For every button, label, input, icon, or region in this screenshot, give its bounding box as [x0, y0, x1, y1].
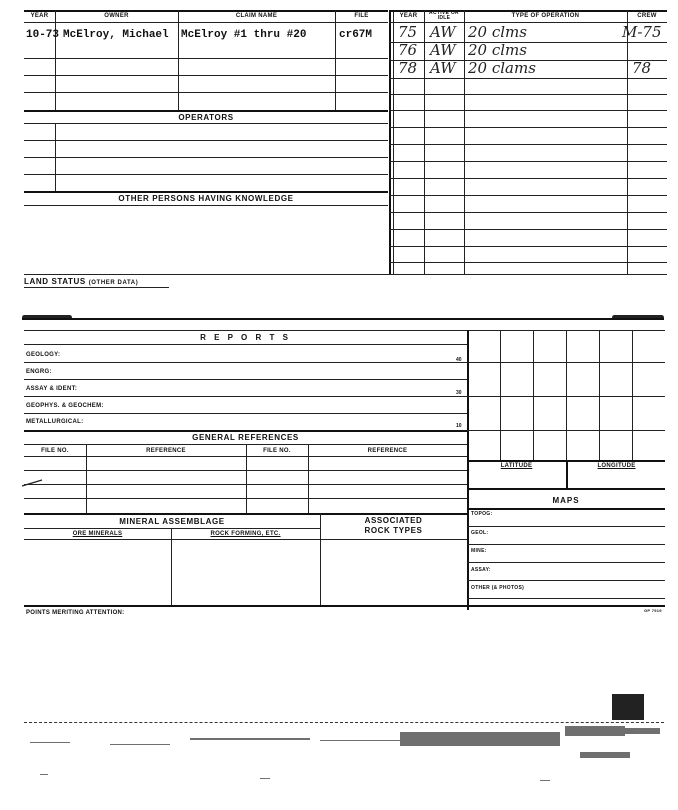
latitude-label: LATITUDE — [500, 463, 533, 469]
other-persons-title: OTHER PERSONS HAVING KNOWLEDGE — [118, 194, 294, 203]
activity-row3-crew: 78 — [632, 59, 652, 77]
activity-row1-type: 20 clms — [468, 23, 527, 41]
activity-row3-type: 20 clams — [468, 59, 536, 77]
pen-mark — [20, 478, 46, 488]
type-operation-header: TYPE OF OPERATION — [511, 13, 580, 19]
activity-row2-status: AW — [430, 41, 456, 59]
owner-row-file: cr67M — [339, 29, 373, 41]
ref-fileno2-header: FILE NO. — [263, 448, 291, 454]
rock-forming-header: ROCK FORMING, ETC. — [210, 531, 281, 537]
activity-row2-type: 20 clms — [468, 41, 527, 59]
activity-year-header: YEAR — [399, 13, 418, 19]
longitude-label: LONGITUDE — [597, 463, 636, 469]
report-metallurgical-num: 10 — [456, 423, 462, 429]
owner-row-claim: McElroy #1 thru #20 — [181, 29, 307, 41]
owner-year-header: YEAR — [30, 13, 49, 19]
activity-row2-year: 76 — [398, 41, 418, 59]
ref-reference2-header: REFERENCE — [367, 448, 408, 454]
active-idle-header: ACTIVE OR IDLE — [429, 10, 459, 21]
owner-row-owner: McElroy, Michael — [63, 29, 169, 41]
report-engrg: ENGRG: — [26, 369, 52, 375]
claim-name-header: CLAIM NAME — [235, 13, 278, 19]
activity-row1-year: 75 — [398, 23, 418, 41]
ref-reference-header: REFERENCE — [146, 448, 186, 454]
report-assay-num: 30 — [456, 390, 462, 396]
maps-title: MAPS — [552, 496, 580, 505]
file-header: FILE — [354, 13, 369, 19]
mineral-assemblage-title: MINERAL ASSEMBLAGE — [119, 517, 225, 526]
ref-fileno-header: FILE NO. — [41, 448, 69, 454]
associated-rock-types-title: ASSOCIATED ROCK TYPES — [364, 516, 423, 535]
report-geology: GEOLOGY: — [26, 352, 61, 358]
activity-row3-year: 78 — [398, 59, 418, 77]
activity-row1-status: AW — [430, 23, 456, 41]
points-meriting-attention: POINTS MERITING ATTENTION: — [26, 610, 125, 616]
maps-assay: ASSAY: — [471, 567, 491, 573]
activity-row3-status: AW — [430, 59, 456, 77]
report-geophys: GEOPHYS. & GEOCHEM: — [26, 403, 104, 409]
report-geology-num: 40 — [456, 357, 462, 363]
general-references-title: GENERAL REFERENCES — [192, 433, 299, 442]
maps-mine: MINE: — [471, 548, 487, 554]
report-metallurgical: METALLURGICAL: — [26, 419, 84, 425]
operators-title: OPERATORS — [178, 113, 234, 122]
ore-minerals-header: ORE MINERALS — [72, 531, 123, 537]
form-number: GP 7919 — [644, 608, 662, 613]
activity-row1-crew: M-75 — [622, 23, 662, 41]
owner-header: OWNER — [104, 13, 129, 19]
crew-header: CREW — [637, 13, 657, 19]
report-assay: ASSAY & IDENT: — [26, 386, 78, 392]
owner-row-year: 10-73 — [26, 29, 60, 41]
noise-texture — [20, 724, 670, 794]
reports-title: R E P O R T S — [200, 333, 291, 342]
maps-topog: TOPOG: — [471, 511, 493, 517]
maps-other: OTHER (& PHOTOS) — [471, 585, 525, 591]
maps-geol: GEOL: — [471, 530, 489, 536]
land-status-title: LAND STATUS (OTHER DATA) — [24, 277, 139, 286]
